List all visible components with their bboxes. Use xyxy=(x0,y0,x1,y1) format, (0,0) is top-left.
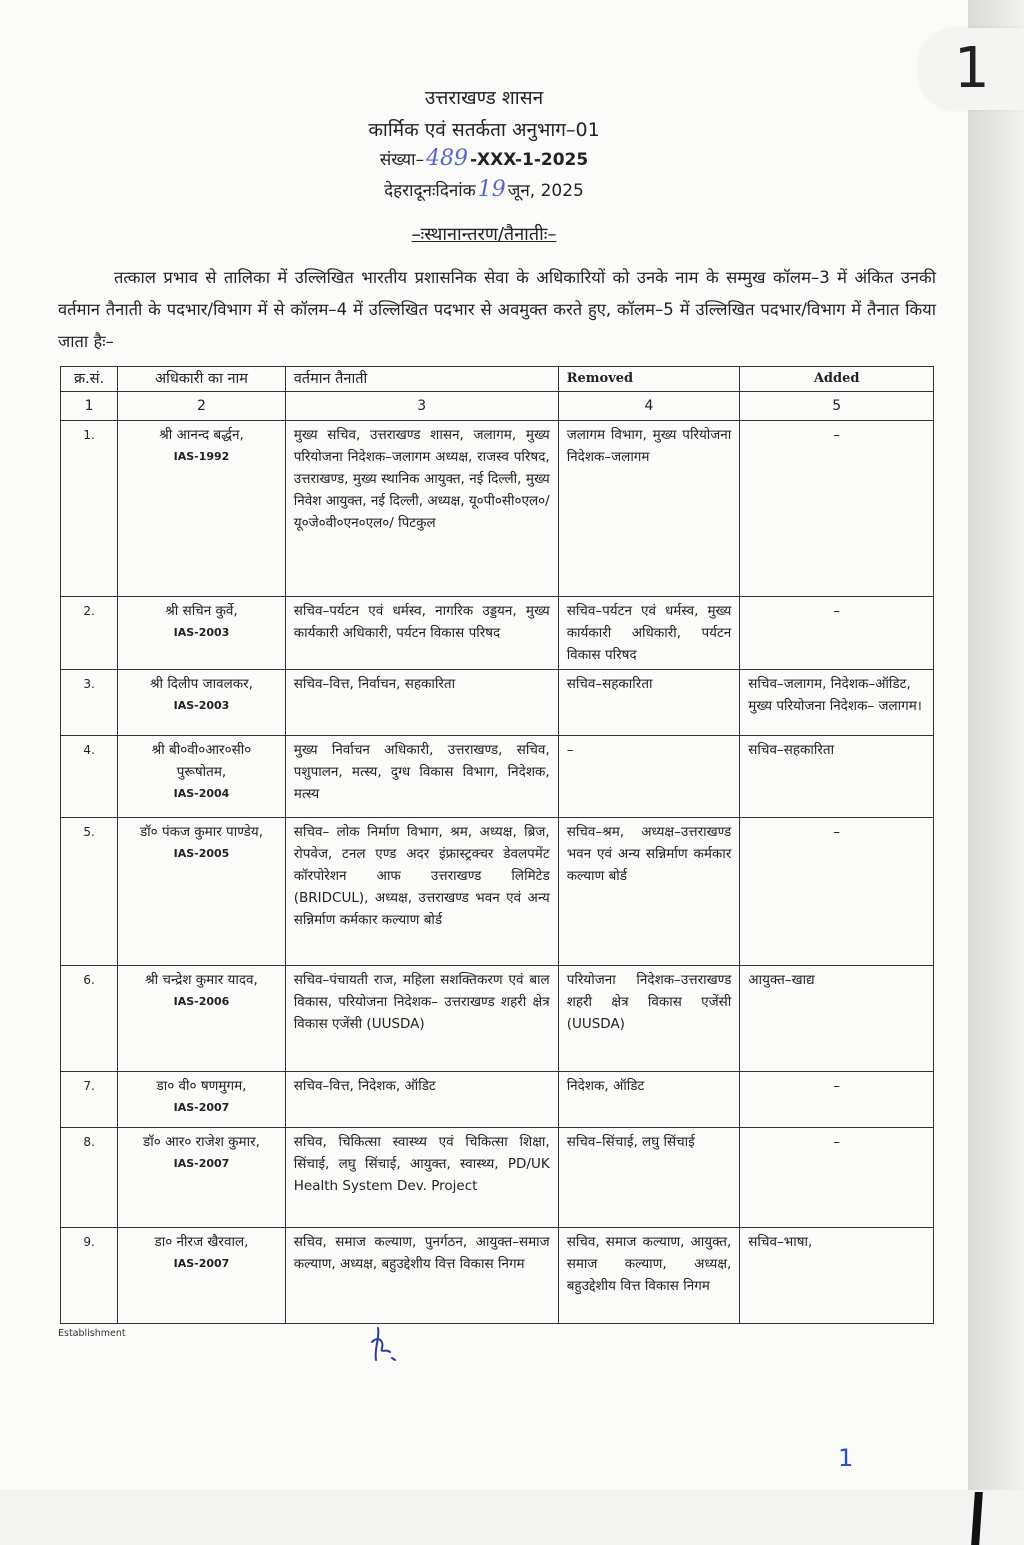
row-serial: 4. xyxy=(61,736,118,818)
header-current-posting: वर्तमान तैनाती xyxy=(285,367,558,392)
added-cell xyxy=(740,966,934,1072)
table-row xyxy=(61,670,934,736)
officer-name-cell xyxy=(118,736,286,818)
added-text: सचिव–जलागम, निदेशक–ऑडिट, मुख्य परियोजना निदेशक– जलागम। xyxy=(748,676,922,714)
current-posting-cell: सचिव, समाज कल्याण, पुनर्गठन, आयुक्त–समाज कल्याण, अध्यक्ष, बहुउद्देशीय वित्त विकास निगम xyxy=(285,1228,558,1324)
current-posting-cell: सचिव– लोक निर्माण विभाग, श्रम, अध्यक्ष, ब्रिज, रोपवेज, टनल एण्ड अदर इंफ्रास्ट्रक्चर डेवलपमेंट कॉरपोरेशन आफ उत्तराखण्ड लिमिटेड (BRIDCUL), अध्यक्ष, उत्तराखण्ड भवन एवं अन्य सन्निर्माण कर्मकार कल्याण बोर्ड xyxy=(285,818,558,966)
corner-page-number: 1 xyxy=(954,36,990,101)
removed-cell: सचिव–पर्यटन एवं धर्मस्व, मुख्य कार्यकारी अधिकारी, पर्यटन विकास परिषद xyxy=(558,597,740,670)
table-row xyxy=(61,818,934,966)
added-text: – xyxy=(833,1134,841,1150)
added-cell xyxy=(740,736,934,818)
order-number xyxy=(0,146,968,171)
added-cell xyxy=(740,1072,934,1128)
table-row xyxy=(61,966,934,1072)
officer-name-cell xyxy=(118,1072,286,1128)
order-date xyxy=(0,177,968,202)
col-number: 1 xyxy=(61,392,118,421)
row-serial: 9. xyxy=(61,1228,118,1324)
ias-batch: IAS-2007 xyxy=(173,1257,230,1270)
row-serial: 5. xyxy=(61,818,118,966)
removed-cell: सचिव–सिंचाई, लघु सिंचाई xyxy=(558,1128,740,1228)
officer-name-cell xyxy=(118,421,286,597)
removed-cell: सचिव–सहकारिता xyxy=(558,670,740,736)
header-removed: Removed xyxy=(558,367,740,392)
page-edge-shadow xyxy=(968,0,1024,1545)
officer-name: डा० नीरज खैरवाल, xyxy=(154,1234,249,1250)
current-posting-cell: मुख्य निर्वाचन अधिकारी, उत्तराखण्ड, सचिव, पशुपालन, मत्स्य, दुग्ध विकास विभाग, निदेशक, मत्स्य xyxy=(285,736,558,818)
table-row xyxy=(61,421,934,597)
ias-batch: IAS-1992 xyxy=(173,450,230,463)
current-posting-cell: सचिव–पंचायती राज, महिला सशक्तिकरण एवं बाल विकास, परियोजना निदेशक– उत्तराखण्ड शहरी क्षेत्र विकास एजेंसी (UUSDA) xyxy=(285,966,558,1072)
removed-cell: सचिव–श्रम, अध्यक्ष–उत्तराखण्ड भवन एवं अन्य सन्निर्माण कर्मकार कल्याण बोर्ड xyxy=(558,818,740,966)
removed-cell: परियोजना निदेशक–उत्तराखण्ड शहरी क्षेत्र विकास एजेंसी (UUSDA) xyxy=(558,966,740,1072)
table-header-row xyxy=(61,367,934,392)
table-row xyxy=(61,1128,934,1228)
added-text: – xyxy=(833,824,841,840)
officer-name: श्री आनन्द बर्द्धन, xyxy=(159,427,244,443)
officer-name: श्री बी०वी०आर०सी० पुरूषोतम, xyxy=(151,742,252,780)
added-cell xyxy=(740,818,934,966)
added-text: – xyxy=(833,427,841,443)
added-text: सचिव–भाषा, xyxy=(748,1234,813,1250)
handwritten-number: 489 xyxy=(425,146,468,171)
row-serial: 2. xyxy=(61,597,118,670)
ias-batch: IAS-2007 xyxy=(173,1101,230,1114)
added-text: आयुक्त–खाद्य xyxy=(748,972,815,988)
column-number-row xyxy=(61,392,934,421)
current-posting-cell: सचिव–पर्यटन एवं धर्मस्व, नागरिक उड्डयन, मुख्य कार्यकारी अधिकारी, पर्यटन विकास परिषद xyxy=(285,597,558,670)
current-posting-cell: मुख्य सचिव, उत्तराखण्ड शासन, जलागम, मुख्य परियोजना निदेशक–जलागम अध्यक्ष, राजस्व परिषद, उत्तराखण्ड, मुख्य स्थानिक आयुक्त, नई दिल्ली, मुख्य निवेश आयुक्त, नई दिल्ली, अध्यक्ष, यू०पी०सी०एल०/ यू०जे०वी०एन०एल०/ पिटकुल xyxy=(285,421,558,597)
row-serial: 7. xyxy=(61,1072,118,1128)
handwritten-date: 19 xyxy=(477,177,506,202)
transfer-table xyxy=(60,366,934,1324)
subject-line: –ःस्थानान्तरण/तैनातीः– xyxy=(411,224,557,245)
removed-cell: निदेशक, ऑडिट xyxy=(558,1072,740,1128)
current-posting-cell: सचिव–वित्त, निदेशक, ऑडिट xyxy=(285,1072,558,1128)
ias-batch: IAS-2007 xyxy=(173,1157,230,1170)
col-number: 5 xyxy=(740,392,934,421)
table-row xyxy=(61,736,934,818)
government-title: उत्तराखण्ड शासन xyxy=(424,87,544,109)
signature-mark xyxy=(364,1318,424,1368)
header-officer-name: अधिकारी का नाम xyxy=(118,367,286,392)
intro-paragraph: तत्काल प्रभाव से तालिका में उल्लिखित भारतीय प्रशासनिक सेवा के अधिकारियों को उनके नाम के सम्मुख कॉलम–3 में अंकित उनकी वर्तमान तैनाती के पदभार/विभाग में से कॉलम–4 में उल्लिखित पदभार से अवमुक्त करते हुए, कॉलम–5 में उल्लिखित पदभार/विभाग में तैनात किया जाता हैः– xyxy=(58,268,936,351)
removed-cell: जलागम विभाग, मुख्य परियोजना निदेशक–जलागम xyxy=(558,421,740,597)
added-cell xyxy=(740,1228,934,1324)
added-cell xyxy=(740,1128,934,1228)
officer-name-cell xyxy=(118,818,286,966)
row-serial: 1. xyxy=(61,421,118,597)
establishment-label: Establishment xyxy=(58,1328,126,1339)
officer-name-cell xyxy=(118,670,286,736)
officer-name: डॉ० पंकज कुमार पाण्डेय, xyxy=(139,824,263,840)
officer-name-cell xyxy=(118,1128,286,1228)
ias-batch: IAS-2003 xyxy=(173,626,230,639)
row-serial: 8. xyxy=(61,1128,118,1228)
order-number-suffix: -XXX-1-2025 xyxy=(469,150,589,170)
added-text: सचिव–सहकारिता xyxy=(748,742,835,758)
added-text: – xyxy=(833,603,841,619)
officer-name-cell xyxy=(118,1228,286,1324)
current-posting-cell: सचिव, चिकित्सा स्वास्थ्य एवं चिकित्सा शिक्षा, सिंचाई, लघु सिंचाई, आयुक्त, स्वास्थ्य, PD/UK Health System Dev. Project xyxy=(285,1128,558,1228)
date-suffix: जून, 2025 xyxy=(507,181,584,201)
table-row xyxy=(61,597,934,670)
col-number: 2 xyxy=(118,392,286,421)
department-title: कार्मिक एवं सतर्कता अनुभाग–01 xyxy=(368,119,600,141)
order-number-prefix: संख्या– xyxy=(379,150,424,170)
col-number: 4 xyxy=(558,392,740,421)
added-cell xyxy=(740,597,934,670)
ias-batch: IAS-2005 xyxy=(173,847,230,860)
ias-batch: IAS-2004 xyxy=(173,787,230,800)
col-number: 3 xyxy=(285,392,558,421)
ias-batch: IAS-2006 xyxy=(173,995,230,1008)
background-band xyxy=(0,1490,1024,1545)
officer-name: श्री सचिन कुर्वे, xyxy=(165,603,238,619)
officer-name: डा० वी० षणमुगम, xyxy=(156,1078,247,1094)
row-serial: 3. xyxy=(61,670,118,736)
officer-name-cell xyxy=(118,597,286,670)
current-posting-cell: सचिव–वित्त, निर्वाचन, सहकारिता xyxy=(285,670,558,736)
table-row xyxy=(61,1072,934,1128)
header-added: Added xyxy=(740,367,934,392)
removed-cell: – xyxy=(558,736,740,818)
header-serial: क्र.सं. xyxy=(61,367,118,392)
officer-name: डॉ० आर० राजेश कुमार, xyxy=(143,1134,260,1150)
table-row xyxy=(61,1228,934,1324)
removed-cell: सचिव, समाज कल्याण, आयुक्त, समाज कल्याण, अध्यक्ष, बहुउद्देशीय वित्त विकास निगम xyxy=(558,1228,740,1324)
date-prefix: देहरादूनःदिनांक xyxy=(384,181,476,201)
officer-name: श्री दिलीप जावलकर, xyxy=(149,676,253,692)
added-text: – xyxy=(833,1078,841,1094)
added-cell xyxy=(740,670,934,736)
officer-name: श्री चन्द्रेश कुमार यादव, xyxy=(145,972,258,988)
page-number: 1 xyxy=(838,1444,854,1472)
officer-name-cell xyxy=(118,966,286,1072)
added-cell xyxy=(740,421,934,597)
row-serial: 6. xyxy=(61,966,118,1072)
ias-batch: IAS-2003 xyxy=(173,699,230,712)
